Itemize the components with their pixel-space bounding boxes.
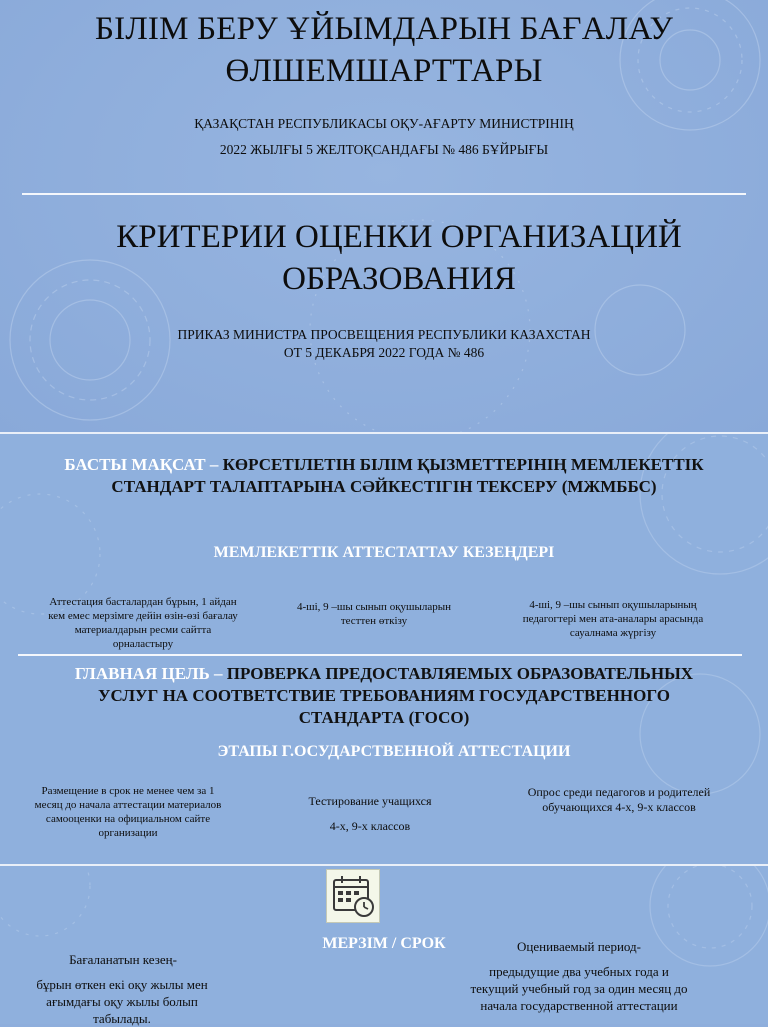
calendar-clock-icon: [326, 869, 380, 923]
kz-main-goal: [40, 454, 728, 498]
goal-slide: [0, 434, 768, 864]
ru-subtitle: [0, 326, 768, 362]
ru-subtitle-2: ОТ 5 ДЕКАБРЯ 2022 ГОДА № 486: [283, 345, 485, 360]
kz-stages-title: МЕМЛЕКЕТТІК АТТЕСТАТТАУ КЕЗЕҢДЕРІ: [213, 544, 555, 561]
ru-goal-text: ПРОВЕРКА ПРЕДОСТАВЛЯЕМЫХ ОБРАЗОВАТЕЛЬНЫХ УСЛУГ НА СООТВЕТСТВИЕ ТРЕБОВАНИЯМ ГОСУДАРСТВЕННОГО СТАНДАРТА (ГОСО): [98, 664, 694, 727]
ru-period-head: Оцениваемый период-: [517, 939, 641, 954]
kz-subtitle-1: ҚАЗАҚСТАН РЕСПУБЛИКАСЫ ОҚУ-АҒАРТУ МИНИСТРІНІҢ: [194, 116, 574, 131]
section-divider: [18, 654, 742, 656]
ru-stage-2-line-2: 4-х, 9-х классов: [329, 819, 411, 833]
ru-stages-title: ЭТАПЫ Г.ОСУДАРСТВЕННОЙ АТТЕСТАЦИИ: [217, 743, 571, 760]
ru-main-goal: [60, 663, 708, 729]
kz-period-text: бұрын өткен екі оқу жылы мен ағымдағы оқу жылы болып табылады.: [36, 977, 208, 1026]
kz-goal-lead: БАСТЫ МАҚСАТ –: [64, 455, 223, 474]
ru-stage-2: [280, 794, 460, 834]
deadline-title: МЕРЗІМ / СРОК: [322, 935, 446, 952]
ru-period-text: предыдущие два учебных года и текущий учебный год за один месяц до начала государственной аттестации: [470, 964, 688, 1013]
kz-subtitle-2: 2022 ЖЫЛҒЫ 5 ЖЕЛТОҚСАНДАҒЫ № 486 БҰЙРЫҒЫ: [219, 142, 549, 157]
ru-title: КРИТЕРИИ ОЦЕНКИ ОРГАНИЗАЦИЙ ОБРАЗОВАНИЯ: [116, 219, 682, 297]
kz-stage-3: 4-ші, 9 –шы сынып оқушыларының педагогтері мен ата-аналары арасында сауалнама жүргізу: [522, 599, 704, 639]
kz-stage-1: Аттестация басталардан бұрын, 1 айдан кем емес мерзімге дейін өзін-өзі бағалау материалдарын ресми сайтта орналастыру: [48, 596, 238, 650]
ru-stage-3: Опрос среди педагогов и родителей обучающихся 4-х, 9-х классов: [527, 785, 711, 814]
kz-title: БІЛІМ БЕРУ ҰЙЫМДАРЫН БАҒАЛАУ ӨЛШЕМШАРТТАРЫ: [94, 11, 674, 89]
kz-period-head: Бағаланатын кезең-: [69, 952, 177, 967]
kz-goal-text: КӨРСЕТІЛЕТІН БІЛІМ ҚЫЗМЕТТЕРІНІҢ МЕМЛЕКЕТТІК СТАНДАРТ ТАЛАПТАРЫНА СӘЙКЕСТІГІН ТЕКСЕРУ (МЖМББС): [111, 455, 704, 496]
ru-goal-lead: ГЛАВНАЯ ЦЕЛЬ –: [74, 664, 227, 683]
ru-stage-1: Размещение в срок не менее чем за 1 месяц до начала аттестации материалов самооценки на официальном сайте организации: [34, 785, 222, 839]
kz-stage-2: 4-ші, 9 –шы сынып оқушыларын тесттен өткізу: [296, 601, 452, 627]
title-divider: [22, 193, 746, 195]
ru-stage-2-line-1: Тестирование учащихся: [308, 794, 432, 808]
title-slide: [0, 0, 768, 432]
ru-subtitle-1: ПРИКАЗ МИНИСТРА ПРОСВЕЩЕНИЯ РЕСПУБЛИКИ КАЗАХСТАН: [177, 327, 591, 342]
